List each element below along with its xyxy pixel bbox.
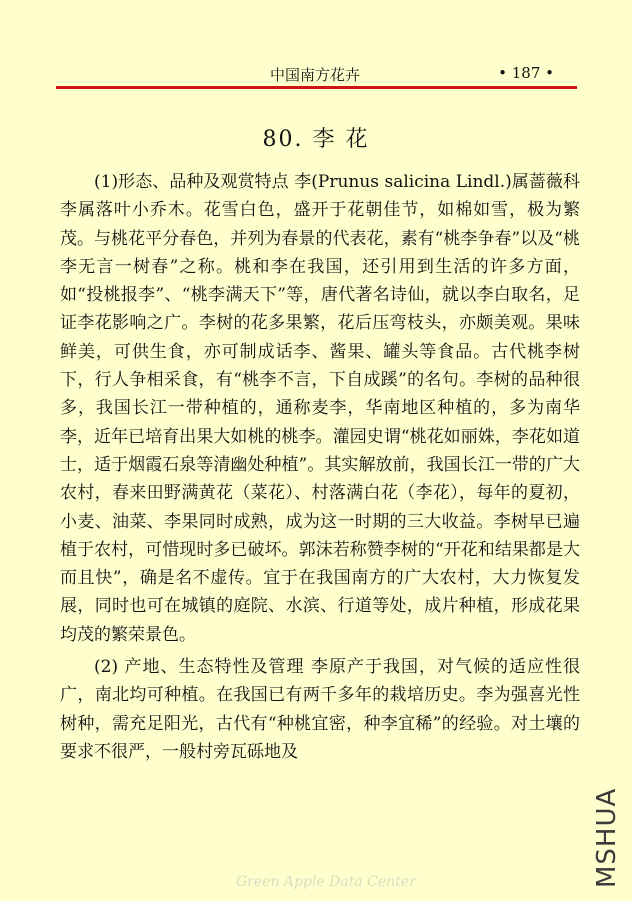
book-title: 中国南方花卉: [270, 66, 361, 84]
page-number: • 187 •: [498, 64, 554, 82]
header-rule: [56, 86, 577, 89]
paragraph-origin: (2) 产地、生态特性及管理 李原产于我国，对气候的适应性很广，南北均可种植。在我国已有两千多年的栽培历史。李为强喜光性树种，需充足阳光，古代有“种桃宜密，种李宜稀”的经验。对土壤的要求不很严，一般村旁瓦砾地及: [60, 657, 580, 762]
footer-watermark: Green Apple Data Center: [236, 874, 416, 890]
section-title: 80. 李 花: [262, 127, 370, 152]
body-text: [60, 168, 580, 768]
side-watermark: MSHUA: [592, 787, 622, 888]
paragraph-morphology: (1)形态、品种及观赏特点 李(Prunus salicina Lindl.)属蔷薇科李属落叶小乔木。花雪白色，盛开于花朝佳节，如棉如雪，极为繁茂。与桃花平分春色，并列为春景的代表花，素有“桃李争春”以及“桃李无言一树春”之称。桃和李在我国，还引用到生活的许多方面，如“投桃报李”、“桃李满天下”等，唐代著名诗仙，就以李白取名，足证李花影响之广。李树的花多果繁，花后压弯枝头，亦颇美观。果味鲜美，可供生食，亦可制成话李、酱果、罐头等食品。古代桃李树下，行人争相采食，有“桃李不言，下自成蹊”的名句。李树的品种很多，我国长江一带种植的，通称麦李，华南地区种植的，多为南华李，近年已培育出果大如桃的桃李。灌园史谓“桃花如丽姝，李花如道士，适于烟霞石泉等清幽处种植”。其实解放前，我国长江一带的广大农村，春来田野满黄花（菜花）、村落满白花（李花），每年的夏初，小麦、油菜、李果同时成熟，成为这一时期的三大收益。李树早已遍植于农村，可惜现时多已破坏。郭沫若称赞李树的“开花和结果都是大而且快”，确是名不虚传。宜于在我国南方的广大农村，大力恢复发展，同时也可在城镇的庭院、水滨、行道等处，成片种植，形成花果均茂的繁荣景色。: [60, 172, 580, 645]
running-header: [56, 60, 578, 84]
